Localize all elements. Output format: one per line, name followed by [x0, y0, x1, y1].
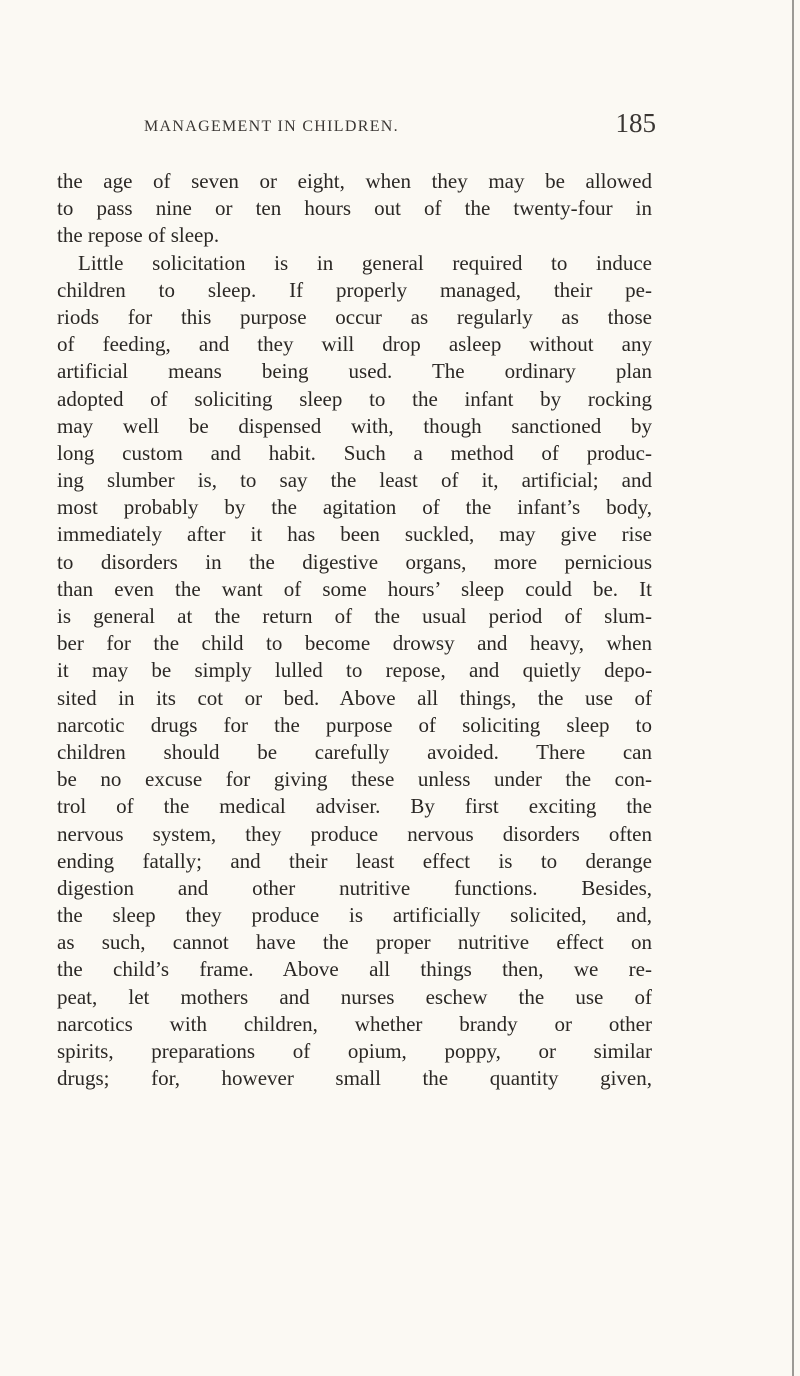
text-line: to disorders in the digestive organs, more pernicious [57, 549, 652, 574]
text-line: peat, let mothers and nurses eschew the use of [57, 984, 652, 1009]
text-line: the sleep they produce is artificially solicited, and, [57, 903, 652, 928]
text-line: riods for this purpose occur as regularly as those [57, 304, 652, 329]
text-line: it may be simply lulled to repose, and quietly depo- [57, 658, 652, 683]
text-line: ber for the child to become drowsy and heavy, when [57, 631, 652, 656]
text-line: drugs; for, however small the quantity given, [57, 1066, 652, 1091]
text-line: the repose of sleep. [57, 223, 220, 248]
text-line: Little solicitation is in general required to induce [78, 250, 652, 275]
page-number: 185 [615, 108, 656, 138]
running-title: MANAGEMENT IN CHILDREN. [144, 118, 399, 135]
text-line: narcotic drugs for the purpose of soliciting sleep to [57, 712, 652, 737]
text-line: nervous system, they produce nervous disorders often [57, 821, 652, 846]
text-line: digestion and other nutritive functions. Besides, [57, 875, 652, 900]
text-line: narcotics with children, whether brandy or other [57, 1011, 652, 1036]
text-line: to pass nine or ten hours out of the twenty-four in [57, 196, 652, 221]
text-line: long custom and habit. Such a method of produc- [57, 440, 652, 465]
body-text [57, 168, 652, 1092]
text-line: immediately after it has been suckled, may give rise [57, 522, 652, 547]
text-line: the child’s frame. Above all things then, we re- [57, 957, 652, 982]
text-line: than even the want of some hours’ sleep could be. It [57, 576, 652, 601]
text-line: is general at the return of the usual period of slum- [57, 604, 652, 628]
text-line: of feeding, and they will drop asleep without any [57, 332, 652, 357]
text-line: spirits, preparations of opium, poppy, or similar [57, 1039, 652, 1063]
text-line: children should be carefully avoided. There can [57, 739, 652, 764]
page-header [144, 108, 656, 148]
text-line: be no excuse for giving these unless under the con- [57, 767, 652, 792]
text-line: sited in its cot or bed. Above all things, the use of [57, 685, 652, 710]
text-line: ending fatally; and their least effect is to derange [57, 848, 652, 873]
text-line: most probably by the agitation of the infant’s body, [57, 495, 652, 520]
page-edge-line [792, 0, 794, 1376]
text-line: ing slumber is, to say the least of it, artificial; and [57, 468, 652, 493]
text-line: the age of seven or eight, when they may be allowed [57, 169, 652, 193]
text-line: artificial means being used. The ordinary plan [57, 359, 652, 384]
text-line: may well be dispensed with, though sanctioned by [57, 413, 652, 438]
text-line: children to sleep. If properly managed, their pe- [57, 277, 652, 302]
text-line: trol of the medical adviser. By first exciting the [57, 794, 652, 819]
text-line: as such, cannot have the proper nutritive effect on [57, 930, 652, 955]
text-line: adopted of soliciting sleep to the infant by rocking [57, 386, 652, 411]
